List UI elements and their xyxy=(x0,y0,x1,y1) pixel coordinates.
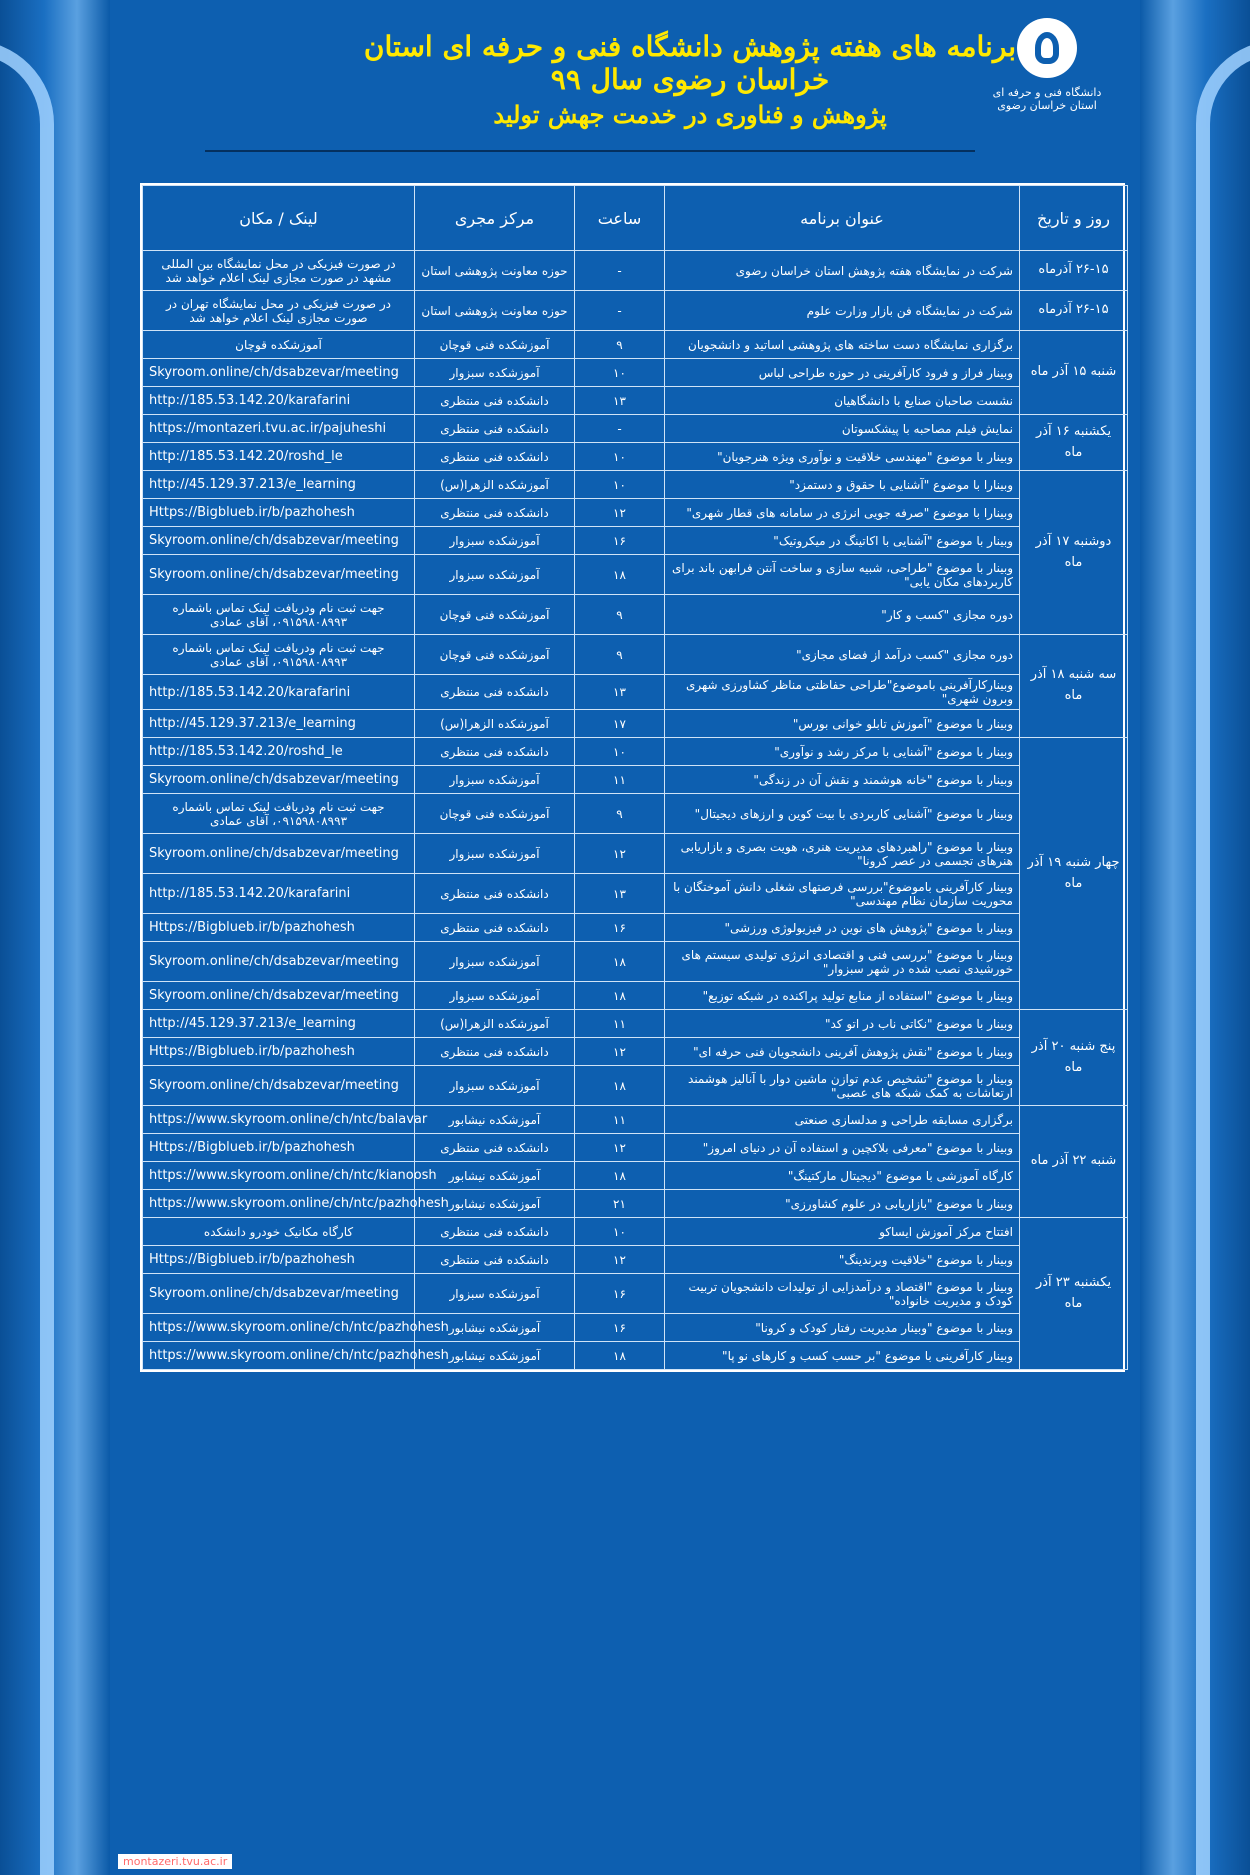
program-title-cell: شرکت در نمایشگاه هفته پژوهش استان خراسان رضوی xyxy=(665,251,1020,291)
time-cell: - xyxy=(575,251,665,291)
link-cell[interactable]: Skyroom.online/ch/dsabzevar/meeting xyxy=(143,527,415,555)
program-title-cell: وبینار با موضوع "آشنایی کاربردی با بیت کوین و ارزهای دیجیتال" xyxy=(665,794,1020,834)
program-title-cell: کارگاه آموزشی با موضوع "دیجیتال مارکتینگ" xyxy=(665,1162,1020,1190)
table-row xyxy=(143,914,1128,942)
program-title-cell: وبینار کارآفرینی با موضوع "بر حسب کسب و کارهای نو پا" xyxy=(665,1342,1020,1370)
link-cell[interactable]: Skyroom.online/ch/dsabzevar/meeting xyxy=(143,942,415,982)
link-cell[interactable]: Skyroom.online/ch/dsabzevar/meeting xyxy=(143,834,415,874)
center-cell: دانشکده فنی منتظری xyxy=(415,1218,575,1246)
table-row xyxy=(143,1342,1128,1370)
program-title-cell: برگزاری نمایشگاه دست ساخته های پژوهشی اساتید و دانشجویان xyxy=(665,331,1020,359)
time-cell: ۹ xyxy=(575,635,665,675)
poster xyxy=(110,0,1140,1875)
table-row xyxy=(143,766,1128,794)
table-row xyxy=(143,331,1128,359)
link-cell[interactable]: https://www.skyroom.online/ch/ntc/balavar xyxy=(143,1106,415,1134)
time-cell: ۱۲ xyxy=(575,1038,665,1066)
day-cell: چهار شنبه ۱۹ آذر ماه xyxy=(1020,738,1128,1010)
program-title-cell: وبینار با موضوع "آموزش تابلو خوانی بورس" xyxy=(665,710,1020,738)
link-cell[interactable]: https://www.skyroom.online/ch/ntc/pazhohesh xyxy=(143,1190,415,1218)
link-cell[interactable]: http://45.129.37.213/e_learning xyxy=(143,471,415,499)
center-cell: دانشکده فنی منتظری xyxy=(415,1246,575,1274)
table-row xyxy=(143,1246,1128,1274)
table-row xyxy=(143,794,1128,834)
time-cell: ۱۱ xyxy=(575,1010,665,1038)
day-cell: سه شنبه ۱۸ آذر ماه xyxy=(1020,635,1128,738)
footer-site: montazeri.tvu.ac.ir xyxy=(118,1854,232,1869)
university-logo-icon xyxy=(1017,18,1077,78)
header-day: روز و تاریخ xyxy=(1020,186,1128,251)
table-row xyxy=(143,443,1128,471)
center-cell: حوزه معاونت پژوهشی استان xyxy=(415,251,575,291)
table-row xyxy=(143,291,1128,331)
time-cell: ۱۱ xyxy=(575,1106,665,1134)
program-title-cell: افتتاح مرکز آموزش ایساکو xyxy=(665,1218,1020,1246)
program-title-cell: وبینار با موضوع "نقش پژوهش آفرینی دانشجویان فنی حرفه ای" xyxy=(665,1038,1020,1066)
link-cell[interactable]: http://185.53.142.20/roshd_le xyxy=(143,443,415,471)
center-cell: دانشکده فنی منتظری xyxy=(415,1134,575,1162)
time-cell: ۱۶ xyxy=(575,1314,665,1342)
center-cell: دانشکده فنی منتظری xyxy=(415,738,575,766)
day-cell: یکشنبه ۲۳ آذر ماه xyxy=(1020,1218,1128,1370)
program-title-cell: وبینار فراز و فرود کارآفرینی در حوزه طراحی لباس xyxy=(665,359,1020,387)
program-title-cell: وبینار با موضوع "وبینار مدیریت رفتار کودک و کرونا" xyxy=(665,1314,1020,1342)
link-cell[interactable]: Skyroom.online/ch/dsabzevar/meeting xyxy=(143,1066,415,1106)
link-cell: جهت ثبت نام ودریافت لینک تماس باشماره ۰۹۱۵۹۸۰۸۹۹۳، آقای عمادی xyxy=(143,595,415,635)
table-row xyxy=(143,471,1128,499)
table-row xyxy=(143,527,1128,555)
table-body xyxy=(143,251,1128,1370)
link-cell[interactable]: http://185.53.142.20/karafarini xyxy=(143,675,415,710)
table-row xyxy=(143,1010,1128,1038)
center-cell: آموزشکده فنی قوچان xyxy=(415,635,575,675)
link-cell[interactable]: Skyroom.online/ch/dsabzevar/meeting xyxy=(143,1274,415,1314)
time-cell: ۹ xyxy=(575,331,665,359)
program-title-cell: وبینارا با موضوع "آشنایی با حقوق و دستمزد" xyxy=(665,471,1020,499)
link-cell[interactable]: Skyroom.online/ch/dsabzevar/meeting xyxy=(143,359,415,387)
center-cell: آموزشکده الزهرا(س) xyxy=(415,471,575,499)
table-row xyxy=(143,1066,1128,1106)
table-row xyxy=(143,1038,1128,1066)
header-center: مرکز مجری xyxy=(415,186,575,251)
link-cell[interactable]: https://www.skyroom.online/ch/ntc/pazhohesh xyxy=(143,1342,415,1370)
header-title: عنوان برنامه xyxy=(665,186,1020,251)
link-cell[interactable]: Https://Bigblueb.ir/b/pazhohesh xyxy=(143,1134,415,1162)
program-title-cell: وبینار با موضوع "بررسی فنی و اقتصادی انرژی تولیدی سیستم های خورشیدی نصب شده در شهر سبزوار" xyxy=(665,942,1020,982)
right-arc xyxy=(1196,40,1250,1875)
center-cell: آموزشکده سبزوار xyxy=(415,1274,575,1314)
page-subtitle: پژوهش و فناوری در خدمت جهش تولید xyxy=(493,100,887,129)
table-row xyxy=(143,675,1128,710)
time-cell: ۱۰ xyxy=(575,1218,665,1246)
center-cell: آموزشکده سبزوار xyxy=(415,942,575,982)
center-cell: آموزشکده سبزوار xyxy=(415,527,575,555)
time-cell: - xyxy=(575,415,665,443)
time-cell: ۱۲ xyxy=(575,1134,665,1162)
day-cell: ۲۶-۱۵ آذرماه xyxy=(1020,291,1128,331)
center-cell: آموزشکده سبزوار xyxy=(415,555,575,595)
link-cell[interactable]: Https://Bigblueb.ir/b/pazhohesh xyxy=(143,499,415,527)
schedule-table xyxy=(140,183,1125,1372)
time-cell: ۱۲ xyxy=(575,499,665,527)
time-cell: ۱۳ xyxy=(575,874,665,914)
time-cell: ۱۸ xyxy=(575,982,665,1010)
center-cell: آموزشکده سبزوار xyxy=(415,1066,575,1106)
center-cell: آموزشکده الزهرا(س) xyxy=(415,1010,575,1038)
center-cell: دانشکده فنی منتظری xyxy=(415,415,575,443)
center-cell: آموزشکده سبزوار xyxy=(415,359,575,387)
center-cell: آموزشکده سبزوار xyxy=(415,982,575,1010)
program-title-cell: وبینارکارآفرینی باموضوع"طراحی حفاظتی مناظر کشاورزی شهری وبرون شهری" xyxy=(665,675,1020,710)
link-cell[interactable]: Skyroom.online/ch/dsabzevar/meeting xyxy=(143,555,415,595)
time-cell: ۱۳ xyxy=(575,387,665,415)
table-row xyxy=(143,595,1128,635)
center-cell: آموزشکده فنی قوچان xyxy=(415,331,575,359)
center-cell: دانشکده فنی منتظری xyxy=(415,443,575,471)
center-cell: حوزه معاونت پژوهشی استان xyxy=(415,291,575,331)
time-cell: ۹ xyxy=(575,595,665,635)
time-cell: ۱۰ xyxy=(575,359,665,387)
table-row xyxy=(143,738,1128,766)
day-cell: شنبه ۱۵ آذر ماه xyxy=(1020,331,1128,415)
table-row xyxy=(143,942,1128,982)
table-header-row xyxy=(143,186,1128,251)
link-cell[interactable]: Https://Bigblueb.ir/b/pazhohesh xyxy=(143,1038,415,1066)
table-row xyxy=(143,1314,1128,1342)
time-cell: ۹ xyxy=(575,794,665,834)
program-title-cell: وبینار با موضوع "بازاریابی در علوم کشاورزی" xyxy=(665,1190,1020,1218)
link-cell: کارگاه مکانیک خودرو دانشکده xyxy=(143,1218,415,1246)
time-cell: ۱۸ xyxy=(575,942,665,982)
table-row xyxy=(143,1274,1128,1314)
program-title-cell: دوره مجازی "کسب درآمد از فضای مجازی" xyxy=(665,635,1020,675)
logo xyxy=(982,18,1112,118)
link-cell: جهت ثبت نام ودریافت لینک تماس باشماره ۰۹۱۵۹۸۰۸۹۹۳، آقای عمادی xyxy=(143,635,415,675)
program-title-cell: وبینار با موضوع "استفاده از منابع تولید پراکنده در شبکه توزیع" xyxy=(665,982,1020,1010)
program-title-cell: نشست صاحبان صنایع با دانشگاهیان xyxy=(665,387,1020,415)
program-title-cell: وبینار با موضوع "مهندسی خلاقیت و نوآوری ویژه هنرجویان" xyxy=(665,443,1020,471)
program-title-cell: وبینار با موضوع "پژوهش های نوین در فیزیولوژی ورزشی" xyxy=(665,914,1020,942)
table-row xyxy=(143,635,1128,675)
link-cell[interactable]: http://45.129.37.213/e_learning xyxy=(143,1010,415,1038)
table-row xyxy=(143,982,1128,1010)
program-title-cell: شرکت در نمایشگاه فن بازار وزارت علوم xyxy=(665,291,1020,331)
center-cell: آموزشکده نیشابور xyxy=(415,1342,575,1370)
table-row xyxy=(143,1190,1128,1218)
table-row xyxy=(143,251,1128,291)
time-cell: ۱۳ xyxy=(575,675,665,710)
link-cell[interactable]: Skyroom.online/ch/dsabzevar/meeting xyxy=(143,766,415,794)
time-cell: ۱۸ xyxy=(575,1162,665,1190)
page-title: برنامه های هفته پژوهش دانشگاه فنی و حرفه ای استان خراسان رضوی سال ۹۹ xyxy=(363,30,1017,96)
link-cell[interactable]: Https://Bigblueb.ir/b/pazhohesh xyxy=(143,914,415,942)
program-title-cell: وبینار با موضوع "آشنایی با اکاتینگ در میکروتیک" xyxy=(665,527,1020,555)
table-row xyxy=(143,710,1128,738)
program-title-cell: وبینار کارآفرینی باموضوع"بررسی فرصتهای شغلی دانش آموختگان با محوریت سازمان نظام مهندسی" xyxy=(665,874,1020,914)
time-cell: ۱۱ xyxy=(575,766,665,794)
center-cell: آموزشکده فنی قوچان xyxy=(415,595,575,635)
table-row xyxy=(143,874,1128,914)
day-cell: شنبه ۲۲ آذر ماه xyxy=(1020,1106,1128,1218)
table-row xyxy=(143,387,1128,415)
left-arc xyxy=(0,40,54,1875)
center-cell: دانشکده فنی منتظری xyxy=(415,387,575,415)
time-cell: ۱۲ xyxy=(575,1246,665,1274)
program-title-cell: وبینار با موضوع "آشنایی با مرکز رشد و نوآوری" xyxy=(665,738,1020,766)
time-cell: ۲۱ xyxy=(575,1190,665,1218)
center-cell: آموزشکده فنی قوچان xyxy=(415,794,575,834)
day-cell: یکشنبه ۱۶ آذر ماه xyxy=(1020,415,1128,471)
table-row xyxy=(143,555,1128,595)
program-title-cell: وبینار با موضوع "معرفی بلاکچین و استفاده آن در دنیای امروز" xyxy=(665,1134,1020,1162)
link-cell[interactable]: http://45.129.37.213/e_learning xyxy=(143,710,415,738)
program-title-cell: دوره مجازی "کسب و کار" xyxy=(665,595,1020,635)
header-divider xyxy=(205,150,975,152)
time-cell: ۱۰ xyxy=(575,471,665,499)
time-cell: ۱۲ xyxy=(575,834,665,874)
time-cell: ۱۰ xyxy=(575,738,665,766)
link-cell[interactable]: https://www.skyroom.online/ch/ntc/kianoosh xyxy=(143,1162,415,1190)
header-link: لینک / مکان xyxy=(143,186,415,251)
program-title-cell: وبینار با موضوع "خلاقیت وبرندینگ" xyxy=(665,1246,1020,1274)
link-cell[interactable]: http://185.53.142.20/karafarini xyxy=(143,387,415,415)
table-row xyxy=(143,1134,1128,1162)
time-cell: ۱۸ xyxy=(575,1066,665,1106)
link-cell[interactable]: https://montazeri.tvu.ac.ir/pajuheshi xyxy=(143,415,415,443)
link-cell: جهت ثبت نام ودریافت لینک تماس باشماره ۰۹۱۵۹۸۰۸۹۹۳، آقای عمادی xyxy=(143,794,415,834)
center-cell: دانشکده فنی منتظری xyxy=(415,874,575,914)
time-cell: ۱۶ xyxy=(575,1274,665,1314)
center-cell: آموزشکده سبزوار xyxy=(415,766,575,794)
day-cell: دوشنبه ۱۷ آذر ماه xyxy=(1020,471,1128,635)
time-cell: ۱۶ xyxy=(575,527,665,555)
center-cell: دانشکده فنی منتظری xyxy=(415,1038,575,1066)
time-cell: ۱۸ xyxy=(575,555,665,595)
time-cell: - xyxy=(575,291,665,331)
link-cell[interactable]: Https://Bigblueb.ir/b/pazhohesh xyxy=(143,1246,415,1274)
link-cell: در صورت فیزیکی در محل نمایشگاه بین المللی مشهد در صورت مجازی لینک اعلام خواهد شد xyxy=(143,251,415,291)
time-cell: ۱۸ xyxy=(575,1342,665,1370)
link-cell[interactable]: https://www.skyroom.online/ch/ntc/pazhohesh xyxy=(143,1314,415,1342)
program-title-cell: برگزاری مسابقه طراحی و مدلسازی صنعتی xyxy=(665,1106,1020,1134)
table-row xyxy=(143,499,1128,527)
program-title-cell: وبینار با موضوع "اقتصاد و درآمدزایی از تولیدات دانشجویان تربیت کودک و مدیریت خانواده" xyxy=(665,1274,1020,1314)
time-cell: ۱۷ xyxy=(575,710,665,738)
center-cell: دانشکده فنی منتظری xyxy=(415,914,575,942)
table-row xyxy=(143,834,1128,874)
day-cell: پنج شنبه ۲۰ آذر ماه xyxy=(1020,1010,1128,1106)
program-title-cell: وبینارا با موضوع "صرفه جویی انرژی در سامانه های قطار شهری" xyxy=(665,499,1020,527)
center-cell: آموزشکده نیشابور xyxy=(415,1190,575,1218)
program-title-cell: وبینار با موضوع "خانه هوشمند و نقش آن در زندگی" xyxy=(665,766,1020,794)
center-cell: آموزشکده نیشابور xyxy=(415,1162,575,1190)
link-cell: آموزشکده قوچان xyxy=(143,331,415,359)
center-cell: آموزشکده سبزوار xyxy=(415,834,575,874)
table-row xyxy=(143,415,1128,443)
table-row xyxy=(143,1218,1128,1246)
logo-text: دانشگاه فنی و حرفه ای استان خراسان رضوی xyxy=(992,86,1102,112)
center-cell: دانشکده فنی منتظری xyxy=(415,675,575,710)
time-cell: ۱۶ xyxy=(575,914,665,942)
program-title-cell: وبینار با موضوع "نکاتی ناب در اتو کد" xyxy=(665,1010,1020,1038)
time-cell: ۱۰ xyxy=(575,443,665,471)
table-row xyxy=(143,1162,1128,1190)
link-cell[interactable]: http://185.53.142.20/roshd_le xyxy=(143,738,415,766)
center-cell: دانشکده فنی منتظری xyxy=(415,499,575,527)
table-row xyxy=(143,1106,1128,1134)
table-row xyxy=(143,359,1128,387)
header xyxy=(110,0,1140,160)
link-cell[interactable]: http://185.53.142.20/karafarini xyxy=(143,874,415,914)
center-cell: آموزشکده نیشابور xyxy=(415,1106,575,1134)
center-cell: آموزشکده الزهرا(س) xyxy=(415,710,575,738)
program-title-cell: وبینار با موضوع "راهبردهای مدیریت هنری، هویت بصری و بازاریابی هنرهای تجسمی در عصر کرونا" xyxy=(665,834,1020,874)
header-time: ساعت xyxy=(575,186,665,251)
link-cell: در صورت فیزیکی در محل نمایشگاه تهران در صورت مجازی لینک اعلام خواهد شد xyxy=(143,291,415,331)
link-cell[interactable]: Skyroom.online/ch/dsabzevar/meeting xyxy=(143,982,415,1010)
program-title-cell: وبینار با موضوع "تشخیص عدم توازن ماشین دوار با آنالیز هوشمند ارتعاشات به کمک شبکه های عصبی" xyxy=(665,1066,1020,1106)
program-title-cell: وبینار با موضوع "طراحی، شبیه سازی و ساخت آنتن فرابهن باند برای کاربردهای مکان یابی" xyxy=(665,555,1020,595)
program-title-cell: نمایش فیلم مصاحبه با پیشکسوتان xyxy=(665,415,1020,443)
center-cell: آموزشکده نیشابور xyxy=(415,1314,575,1342)
day-cell: ۲۶-۱۵ آذرماه xyxy=(1020,251,1128,291)
